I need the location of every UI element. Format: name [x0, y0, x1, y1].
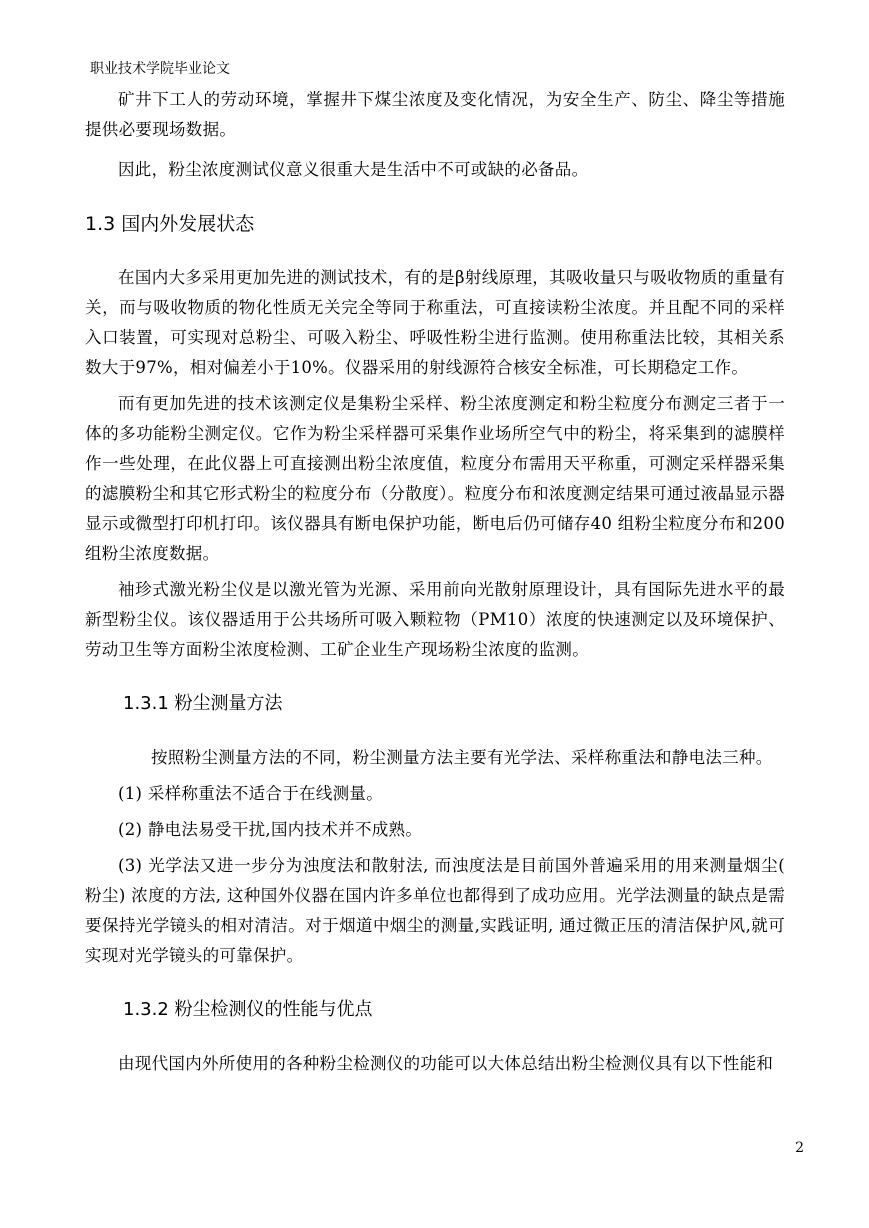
page-body — [85, 85, 785, 1079]
subsection-heading-1-3-2: 1.3.2 粉尘检测仪的性能与优点 — [123, 999, 373, 1020]
page-number: 2 — [795, 1140, 804, 1156]
running-header: 职业技术学院毕业论文 — [90, 61, 230, 77]
paragraph-1-3-c: 袖珍式激光粉尘仪是以激光管为光源、采用前向光散射原理设计，具有国际先进水平的最新型粉尘仪。该仪器适用于公共场所可吸入颗粒物（PM10）浓度的快速测定以及环境保护、劳动卫生等方面粉尘浓度检测、工矿企业生产现场粉尘浓度的监测。 — [85, 580, 785, 659]
section-heading-1-3: 1.3 国内外发展状态 — [85, 213, 255, 235]
list-item-3: (3) 光学法又进一步分为浊度法和散射法, 而浊度法是目前国外普遍采用的用来测量烟尘( 粉尘) 浓度的方法, 这种国外仪器在国内许多单位也都得到了成功应用。光学法测量的缺点是需要保持光学镜头的相对清洁。对于烟道中烟尘的测量,实践证明, 通过微正压的清洁保护风,就可实现对光学镜头的可靠保护。 — [85, 856, 785, 965]
paragraph-1-3-1-intro: 按照粉尘测量方法的不同，粉尘测量方法主要有光学法、采样称重法和静电法三种。 — [151, 748, 773, 767]
paragraph-intro-continued: 矿井下工人的劳动环境，掌握井下煤尘浓度及变化情况，为安全生产、防尘、降尘等措施提供必要现场数据。 — [85, 90, 785, 139]
list-item-2: (2) 静电法易受干扰,国内技术并不成熟。 — [118, 820, 423, 839]
subsection-heading-1-3-1: 1.3.1 粉尘测量方法 — [123, 693, 283, 714]
paragraph-1-3-a: 在国内大多采用更加先进的测试技术，有的是β射线原理，其吸收量只与吸收物质的重量有关，而与吸收物质的物化性质无关完全等同于称重法，可直接读粉尘浓度。并且配不同的采样入口装置，可实现对总粉尘、可吸入粉尘、呼吸性粉尘进行监测。使用称重法比较，其相关系数大于97%，相对偏差小于10%。仪器采用的射线源符合核安全标准，可长期稳定工作。 — [85, 268, 785, 377]
paragraph-intro-conclusion: 因此，粉尘浓度测试仪意义很重大是生活中不可或缺的必备品。 — [118, 160, 589, 179]
paragraph-1-3-2: 由现代国内外所使用的各种粉尘检测仪的功能可以大体总结出粉尘检测仪具有以下性能和 — [118, 1054, 774, 1073]
list-item-1: (1) 采样称重法不适合于在线测量。 — [118, 784, 384, 803]
paragraph-1-3-b: 而有更加先进的技术该测定仪是集粉尘采样、粉尘浓度测定和粉尘粒度分布测定三者于一体的多功能粉尘测定仪。它作为粉尘采样器可采集作业场所空气中的粉尘，将采集到的滤膜样作一些处理，在此仪器上可直接测出粉尘浓度值，粒度分布需用天平称重，可测定采样器采集的滤膜粉尘和其它形式粉尘的粒度分布（分散度）。粒度分布和浓度测定结果可通过液晶显示器显示或微型打印机打印。该仪器具有断电保护功能，断电后仍可储存40 组粉尘粒度分布和200 组粉尘浓度数据。 — [85, 394, 785, 563]
